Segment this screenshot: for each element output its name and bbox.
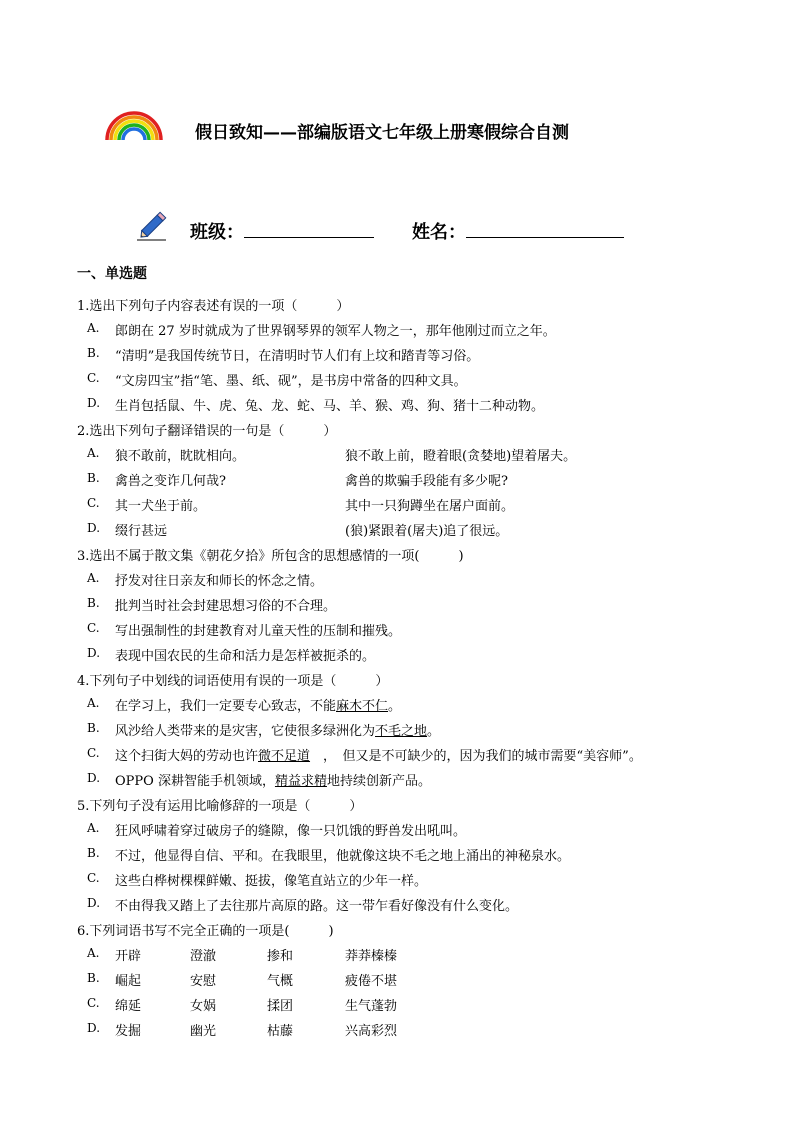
question-2-stem: 2.选出下列句子翻译错误的一句是（ ）	[77, 424, 337, 439]
question-3-stem: 3.选出不属于散文集《朝花夕拾》所包含的思想感情的一项( )	[77, 549, 464, 564]
option-translation: 狼不敢上前，瞪着眼(贪婪地)望着屠夫。	[345, 449, 577, 464]
option-label: C.	[87, 871, 100, 885]
option-label: C.	[87, 371, 100, 385]
option-word: 掺和	[267, 949, 294, 964]
option-word: 安慰	[190, 974, 217, 989]
option-label: B.	[87, 721, 100, 735]
option-label: D.	[87, 771, 101, 785]
option-text: 狼不敢前，眈眈相向。	[115, 449, 246, 464]
option-label: A.	[87, 446, 100, 460]
rainbow-icon	[104, 108, 164, 142]
option-label: B.	[87, 596, 100, 610]
option-word: 生气蓬勃	[345, 999, 398, 1014]
option-word: 幽光	[190, 1024, 217, 1039]
option-word: 发掘	[115, 1024, 142, 1039]
option-text: 郎朗在 27 岁时就成为了世界钢琴界的领军人物之一，那年他刚过而立之年。	[115, 324, 556, 339]
option-label: C.	[87, 496, 100, 510]
option-word: 气概	[267, 974, 294, 989]
option-label: D.	[87, 396, 101, 410]
option-word: 澄澈	[190, 949, 217, 964]
option-label: A.	[87, 321, 100, 335]
underlined-word: 微不足道	[258, 749, 311, 764]
option-text: 不由得我又踏上了去往那片高原的路。这一带乍看好像没有什么变化。	[115, 899, 519, 914]
class-blank[interactable]	[244, 219, 374, 238]
option-text: 批判当时社会封建思想习俗的不合理。	[115, 599, 337, 614]
question-4-stem: 4.下列句子中划线的词语使用有误的一项是（ ）	[77, 674, 389, 689]
section-title: 一、单选题	[77, 266, 147, 282]
page-title: 假日致知——部编版语文七年级上册寒假综合自测	[195, 123, 569, 143]
class-label: 班级：	[190, 222, 244, 243]
option-translation: 其中一只狗蹲坐在屠户面前。	[345, 499, 515, 514]
option-label: D.	[87, 646, 101, 660]
question-6-stem: 6.下列词语书写不完全正确的一项是( )	[77, 924, 334, 939]
option-text: 抒发对往日亲友和师长的怀念之情。	[115, 574, 324, 589]
option-word: 枯藤	[267, 1024, 294, 1039]
option-text: 这些白桦树棵棵鲜嫩、挺拔，像笔直站立的少年一样。	[115, 874, 428, 889]
option-word: 揉团	[267, 999, 294, 1014]
option-text: 不过，他显得自信、平和。在我眼里，他就像这块不毛之地上涌出的神秘泉水。	[115, 849, 571, 864]
option-word: 女娲	[190, 999, 217, 1014]
option-text: “文房四宝”指“笔、墨、纸、砚”，是书房中常备的四种文具。	[115, 374, 467, 389]
option-text: OPPO 深耕智能手机领域，精益求精地持续创新产品。	[115, 774, 431, 789]
class-field[interactable]	[190, 218, 374, 244]
name-label: 姓名：	[412, 222, 466, 243]
option-label: D.	[87, 896, 101, 910]
option-label: C.	[87, 746, 100, 760]
underlined-word: 不毛之地	[375, 724, 428, 739]
option-label: D.	[87, 521, 101, 535]
option-text: 禽兽之变诈几何哉?	[115, 474, 226, 489]
option-label: B.	[87, 846, 100, 860]
option-label: A.	[87, 696, 100, 710]
option-label: A.	[87, 821, 100, 835]
question-5-stem: 5.下列句子没有运用比喻修辞的一项是（ ）	[77, 799, 363, 814]
option-text: 风沙给人类带来的是灾害，它使很多绿洲化为不毛之地。	[115, 724, 441, 739]
option-text: 在学习上，我们一定要专心致志，不能麻木不仁。	[115, 699, 402, 714]
option-word: 莽莽榛榛	[345, 949, 398, 964]
option-label: A.	[87, 571, 100, 585]
option-translation: (狼)紧跟着(屠夫)追了很远。	[345, 524, 509, 539]
option-label: D.	[87, 1021, 101, 1035]
option-label: A.	[87, 946, 100, 960]
option-label: C.	[87, 996, 100, 1010]
option-word: 绵延	[115, 999, 142, 1014]
option-text: 写出强制性的封建教育对儿童天性的压制和摧残。	[115, 624, 402, 639]
option-text: 狂风呼啸着穿过破房子的缝隙，像一只饥饿的野兽发出吼叫。	[115, 824, 467, 839]
option-word: 疲倦不堪	[345, 974, 398, 989]
option-word: 兴高彩烈	[345, 1024, 398, 1039]
option-label: B.	[87, 971, 100, 985]
option-label: C.	[87, 621, 100, 635]
option-word: 崛起	[115, 974, 142, 989]
question-1-stem: 1.选出下列句子内容表述有误的一项（ ）	[77, 299, 350, 314]
option-word: 开辟	[115, 949, 142, 964]
underlined-word: 精益求精	[274, 774, 327, 789]
option-text: 其一犬坐于前。	[115, 499, 207, 514]
name-blank[interactable]	[466, 219, 624, 238]
option-text: 生肖包括鼠、牛、虎、兔、龙、蛇、马、羊、猴、鸡、狗、猪十二种动物。	[115, 399, 545, 414]
option-label: B.	[87, 346, 100, 360]
underlined-word: 麻木不仁	[336, 699, 389, 714]
pencil-icon	[136, 208, 170, 242]
option-translation: 禽兽的欺骗手段能有多少呢?	[345, 474, 508, 489]
option-text: “清明”是我国传统节日，在清明时节人们有上坟和踏青等习俗。	[115, 349, 480, 364]
option-text: 表现中国农民的生命和活力是怎样被扼杀的。	[115, 649, 376, 664]
option-text: 这个扫街大妈的劳动也许微不足道 ， 但又是不可缺少的，因为我们的城市需要“美容师”。	[115, 749, 642, 764]
option-text: 缀行甚远	[115, 524, 168, 539]
option-label: B.	[87, 471, 100, 485]
name-field[interactable]	[412, 218, 624, 244]
